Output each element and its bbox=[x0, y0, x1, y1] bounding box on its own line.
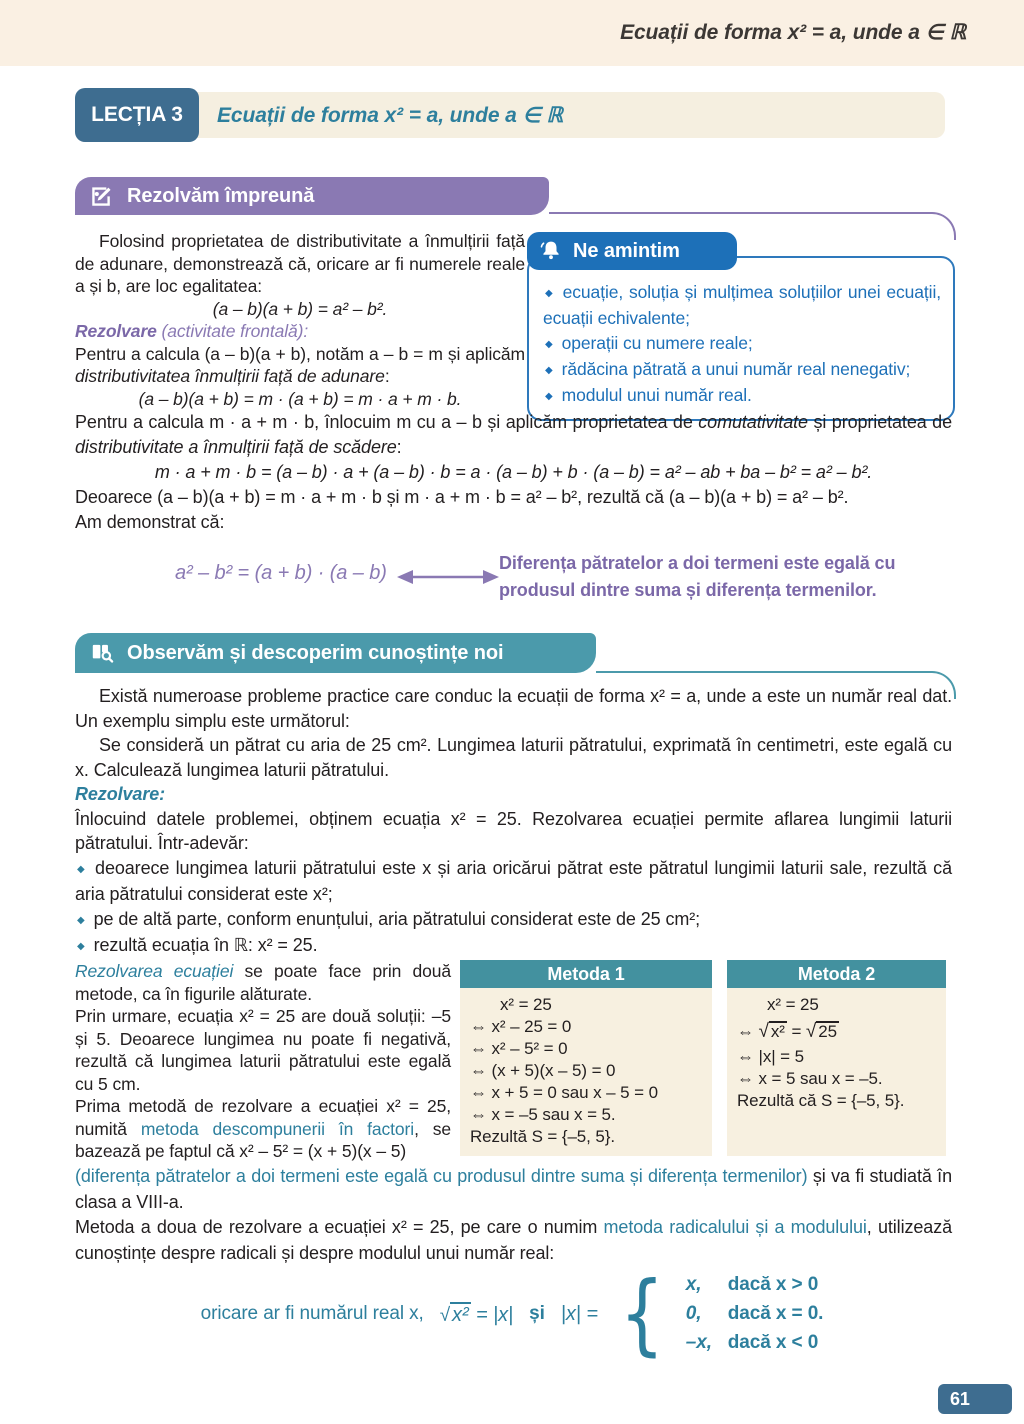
paragraph bbox=[75, 960, 451, 1005]
radical-equation bbox=[737, 1021, 936, 1043]
paragraph-text: : bbox=[396, 437, 402, 457]
abs-definition: |x| = bbox=[560, 1302, 598, 1325]
case-condition: dacă x > 0 bbox=[727, 1274, 819, 1295]
cases-list bbox=[686, 1271, 824, 1358]
paragraph-text: Pentru a calcula m · a + m · b, înlocuim m cu a – b și aplicăm proprietatea de bbox=[75, 412, 699, 432]
method-line: ⇔ |x| = 5 bbox=[737, 1047, 804, 1066]
radicand: x² bbox=[452, 1303, 469, 1326]
method-line: ⇔ (x + 5)(x – 5) = 0 bbox=[470, 1061, 616, 1080]
equals: = bbox=[786, 1022, 806, 1041]
method-line: Rezultă că S = {–5, 5}. bbox=[737, 1091, 905, 1110]
bullet-item bbox=[75, 933, 952, 960]
teal-phrase: metoda descompunerii în factori bbox=[140, 1118, 415, 1139]
section-banner-observam bbox=[75, 633, 596, 673]
page-number-badge: 61 bbox=[938, 1384, 1012, 1414]
method1-body bbox=[460, 988, 712, 1156]
method-line: ⇔ x² – 5² = 0 bbox=[470, 1039, 568, 1058]
bullet-text: pe de altă parte, conform enunțului, aria pătratului considerat este de 25 cm²; bbox=[93, 908, 701, 929]
reminder-item-text: modulul unui număr real. bbox=[561, 385, 752, 405]
rezolvare-word: Rezolvare bbox=[75, 321, 157, 341]
method1-box bbox=[460, 960, 712, 1156]
equiv-symbol: ⇔ bbox=[737, 1022, 759, 1041]
teal-phrase: (diferența pătratelor a doi termeni este egală cu produsul dintre suma și diferența termenilor) bbox=[75, 1166, 808, 1186]
paragraph: Înlocuind datele problemei, obținem ecuația x² = 25. Rezolvarea ecuației permite aflarea lungimii laturii pătratului. Într-adevăr: bbox=[75, 808, 952, 853]
equivalence-arrow-icon bbox=[393, 566, 503, 588]
italic-phrase: distributivitate a înmulțirii față de scădere bbox=[75, 437, 397, 457]
case-condition: dacă x < 0 bbox=[727, 1332, 819, 1353]
lesson-badge: LECȚIA 3 bbox=[75, 88, 199, 142]
paragraph bbox=[75, 343, 525, 388]
reminder-header bbox=[527, 232, 737, 270]
method-line: x² = 25 bbox=[767, 995, 819, 1014]
reminder-body bbox=[527, 256, 955, 421]
section-banner-label: Observăm și descoperim cunoștințe noi bbox=[127, 641, 504, 664]
teal-italic-phrase: Rezolvarea ecuației bbox=[75, 961, 234, 981]
paragraph bbox=[75, 1164, 952, 1215]
absolute-value-formula bbox=[0, 1262, 1024, 1365]
paragraph-text: , se bazează pe faptul că x² – 5² = (x + 5)(x – 5) bbox=[75, 1118, 451, 1161]
book-search-icon bbox=[89, 640, 115, 666]
paragraph bbox=[75, 1095, 451, 1163]
reminder-title: Ne amintim bbox=[573, 239, 680, 262]
equation: (a – b)(a + b) = m · (a + b) = m · a + m · b. bbox=[138, 388, 462, 409]
diamond-bullet-icon: ◆ bbox=[545, 391, 553, 402]
diamond-bullet-icon: ◆ bbox=[77, 941, 85, 952]
case-condition: dacă x = 0. bbox=[727, 1303, 824, 1324]
bullet-item bbox=[75, 907, 952, 934]
section2-left-column bbox=[75, 960, 451, 1163]
bell-icon bbox=[539, 239, 563, 263]
italic-phrase: distributivitatea înmulțirii față de adunare bbox=[75, 366, 385, 386]
rezolvare-label bbox=[75, 320, 525, 343]
reminder-item-text: operații cu numere reale; bbox=[561, 333, 753, 353]
rezolvare-label bbox=[75, 782, 952, 807]
lesson-title: Ecuații de forma x² = a, unde a ∈ ℝ bbox=[217, 103, 563, 127]
case-row bbox=[686, 1300, 824, 1329]
diamond-bullet-icon: ◆ bbox=[545, 339, 553, 350]
radicand: 25 bbox=[818, 1022, 837, 1041]
reminder-item bbox=[543, 383, 941, 409]
rezolvare-note: (activitate frontală): bbox=[156, 321, 309, 341]
method-line: ⇔ x + 5 = 0 sau x – 5 = 0 bbox=[470, 1083, 658, 1102]
radical-sign: √ bbox=[439, 1304, 451, 1326]
diamond-bullet-icon: ◆ bbox=[545, 288, 554, 299]
equation: m · a + m · b = (a – b) · a + (a – b) · b = a · (a – b) + b · (a – b) = a² – ab + ba – b² = a² – b². bbox=[154, 462, 873, 482]
section-banner-rezolvam bbox=[75, 177, 549, 215]
reminder-item bbox=[543, 280, 941, 331]
paragraph-text: Metoda a doua de rezolvare a ecuației x² = 25, pe care o numim bbox=[75, 1217, 604, 1237]
paragraph-text: : bbox=[384, 366, 390, 386]
reminder-item-text: rădăcina pătrată a unui număr real nenegativ; bbox=[561, 359, 911, 379]
page-top-band bbox=[0, 0, 1024, 66]
paragraph-text: Folosind proprietatea de distributivitate a înmulțirii față de adunare, demonstrează că, oricare ar fi numerele reale a și b, are loc egalitatea: bbox=[75, 231, 525, 296]
paragraph-text: se poate face prin două metode, ca în figurile alăturate. bbox=[75, 961, 451, 1004]
paragraph bbox=[75, 1215, 952, 1266]
paragraph-text: , utilizează cunoștințe despre radicali și despre modulul unui număr real: bbox=[75, 1217, 952, 1263]
paragraph-text: și va fi studiată în clasa a VIII-a. bbox=[75, 1166, 952, 1212]
rezolvare-word: Rezolvare: bbox=[75, 784, 166, 804]
diamond-bullet-icon: ◆ bbox=[545, 365, 553, 376]
paragraph: Se consideră un pătrat cu aria de 25 cm². Lungimea laturii pătratului, exprimată în centimetri, este egală cu x. Calculează lungimea laturii pătratului. bbox=[75, 735, 952, 780]
writing-icon bbox=[89, 183, 115, 209]
method2-body bbox=[727, 988, 946, 1156]
conclusion-formula: a² – b² = (a + b) · (a – b) bbox=[175, 562, 387, 584]
equals-abs: = |x| bbox=[470, 1303, 514, 1326]
and-word: și bbox=[529, 1303, 545, 1324]
equation: (a – b)(a + b) = a² – b². bbox=[212, 298, 388, 319]
cases-brace: { bbox=[619, 1262, 665, 1365]
method-line: x² = 25 bbox=[500, 995, 552, 1014]
method-line: ⇔ x = –5 sau x = 5. bbox=[470, 1105, 616, 1124]
radical-sign: √ bbox=[758, 1021, 769, 1042]
paragraph bbox=[75, 230, 525, 298]
section1-left-column bbox=[75, 230, 525, 410]
paragraph: Am demonstrat că: bbox=[75, 512, 225, 532]
method2-box bbox=[727, 960, 946, 1156]
bullet-item bbox=[75, 856, 952, 907]
italic-phrase: comutativitate bbox=[698, 412, 808, 432]
paragraph: Deoarece (a – b)(a + b) = m · a + m · b și m · a + m · b = a² – b², rezultă că (a – b)(a + b) = a² – b². bbox=[75, 487, 849, 507]
case-row bbox=[686, 1329, 824, 1358]
section1-full-width bbox=[75, 410, 952, 535]
conclusion-text: Diferența pătratelor a doi termeni este egală cu produsul dintre suma și diferența termenilor. bbox=[499, 553, 896, 600]
diamond-bullet-icon: ◆ bbox=[77, 863, 87, 875]
sqrt-expression bbox=[440, 1302, 513, 1327]
case-row bbox=[686, 1271, 824, 1300]
formula-intro: oricare ar fi numărul real x, bbox=[200, 1303, 424, 1324]
paragraph bbox=[75, 410, 952, 460]
teal-phrase: metoda radicalului și a modulului bbox=[603, 1217, 867, 1237]
paragraph-text: Prima metodă de rezolvare a ecuației x² = 25, numită bbox=[75, 1096, 451, 1139]
bullet-text: rezultă ecuația în ℝ: x² = 25. bbox=[93, 935, 318, 955]
case-value: x, bbox=[685, 1274, 702, 1295]
reminder-item bbox=[543, 357, 941, 383]
case-value: –x, bbox=[685, 1332, 712, 1353]
radicand: x² bbox=[770, 1022, 785, 1041]
method-line: ⇔ x = 5 sau x = –5. bbox=[737, 1069, 883, 1088]
paragraph-text: Pentru a calcula (a – b)(a + b), notăm a – b = m și aplicăm bbox=[75, 343, 525, 364]
method-line: ⇔ x² – 25 = 0 bbox=[470, 1017, 572, 1036]
paragraph-text: și proprietatea de bbox=[807, 412, 952, 432]
diamond-bullet-icon: ◆ bbox=[77, 914, 85, 926]
method1-header: Metoda 1 bbox=[460, 960, 712, 988]
reminder-item-text: ecuație, soluția și mulțimea soluțiilor unei ecuații, ecuații echivalente; bbox=[543, 282, 941, 328]
method-line: Rezultă S = {–5, 5}. bbox=[470, 1127, 615, 1146]
case-value: 0, bbox=[685, 1303, 702, 1324]
running-head: Ecuații de forma x² = a, unde a ∈ ℝ bbox=[620, 21, 966, 44]
lesson-title-bar bbox=[75, 92, 945, 138]
paragraph: Prin urmare, ecuația x² = 25 are două soluții: –5 și 5. Deoarece lungimea nu poate fi negativă, rezultă că lungimea laturii pătratului este egală cu 5 cm. bbox=[75, 1006, 451, 1094]
reminder-box bbox=[527, 232, 955, 421]
paragraph: Există numeroase probleme practice care conduc la ecuații de forma x² = a, unde a este un număr real dat. Un exemplu simplu este următorul: bbox=[75, 686, 952, 731]
section2-continuation bbox=[75, 1164, 952, 1266]
reminder-item bbox=[543, 331, 941, 357]
method2-header: Metoda 2 bbox=[727, 960, 946, 988]
bullet-text: deoarece lungimea laturii pătratului este x și aria oricărui pătrat este pătratul lungimii laturii sale, rezultă că aria pătratului considerat este x²; bbox=[75, 857, 952, 904]
section2-full-width bbox=[75, 684, 952, 960]
radical-sign: √ bbox=[805, 1021, 817, 1042]
conclusion-row bbox=[75, 548, 952, 610]
section-banner-label: Rezolvăm împreună bbox=[127, 184, 315, 207]
